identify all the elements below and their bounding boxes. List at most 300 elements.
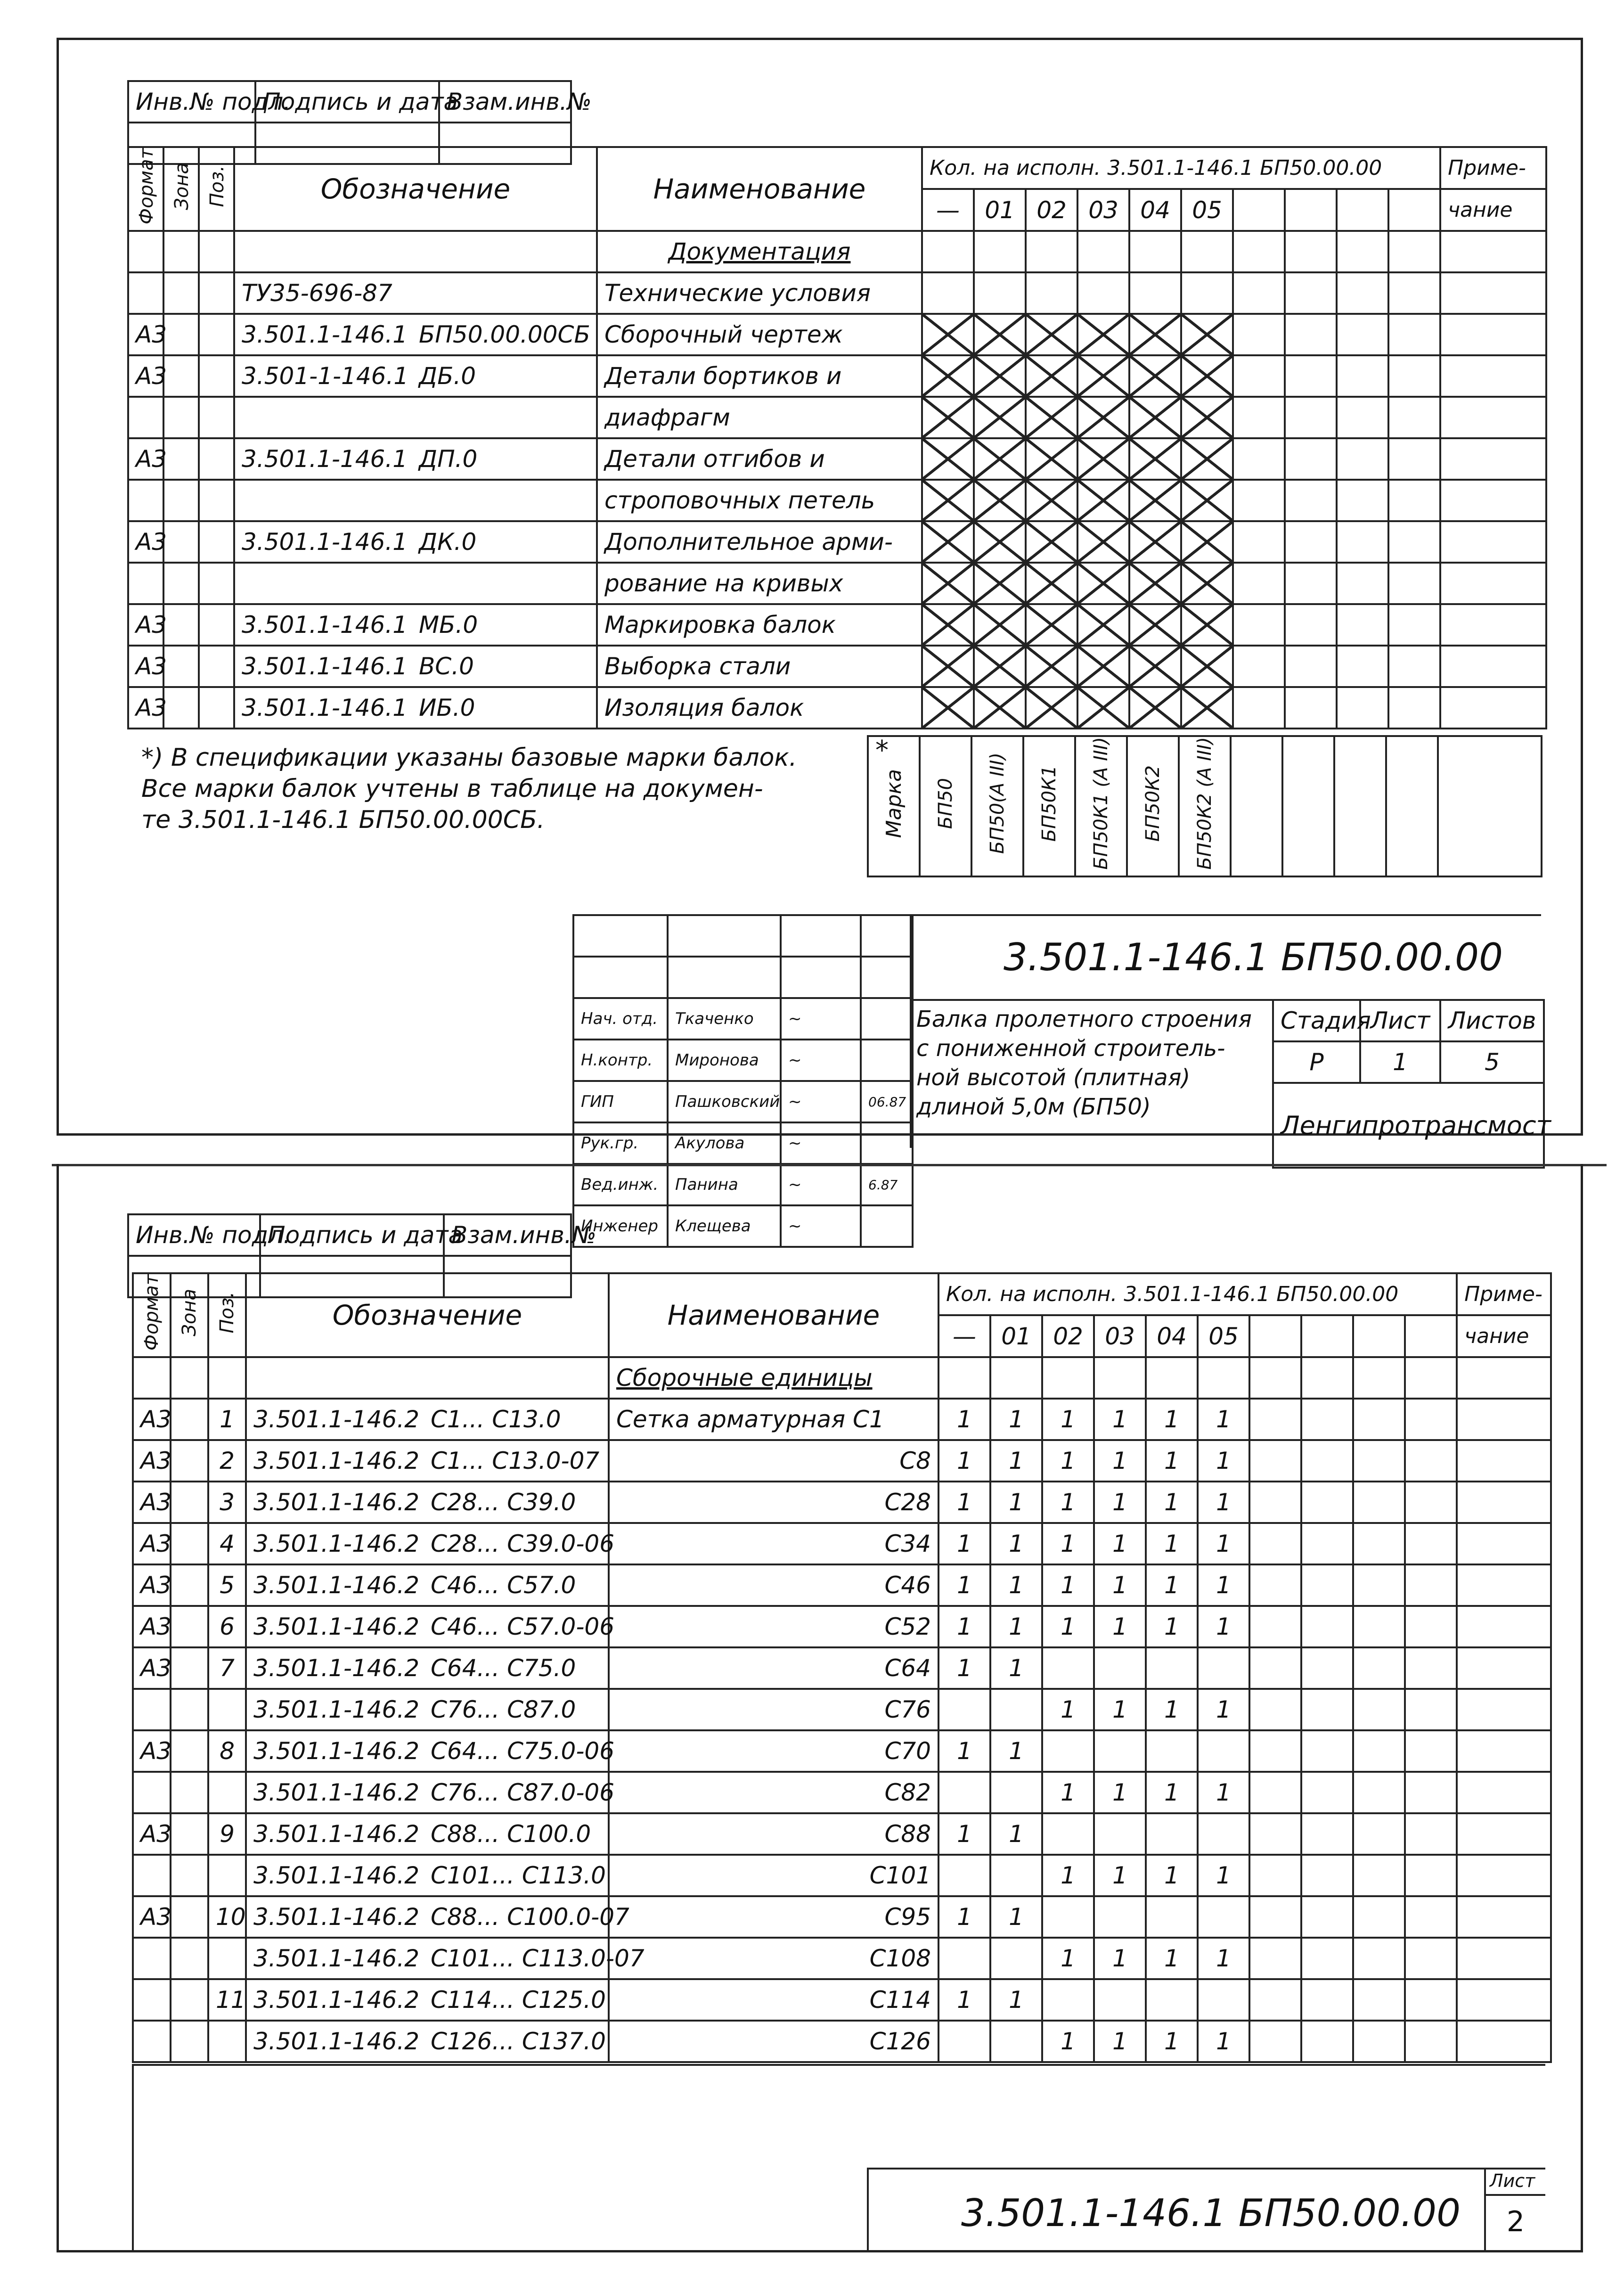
row-oboznachenie <box>246 1896 629 1938</box>
marka-1: БП50(А III) <box>987 753 1008 854</box>
ispoln-0: — <box>922 189 974 231</box>
quantity-cell: 1 <box>1042 2021 1094 2062</box>
quantity-cell <box>1077 272 1129 314</box>
ispoln-3: 03 <box>1077 189 1129 231</box>
row-format: А3 <box>133 1813 171 1855</box>
row-name: строповочных петель <box>597 480 922 521</box>
row-oboz-a: 3.501.1-146.2 <box>253 1654 420 1682</box>
quantity-cell <box>974 646 1026 687</box>
quantity-cell: 1 <box>938 1979 990 2021</box>
quantity-cell <box>1094 1647 1146 1689</box>
row-format <box>133 1979 171 2021</box>
quantity-cell <box>922 438 974 480</box>
quantity-cell: 1 <box>1146 1855 1198 1896</box>
marka-label: Марка <box>881 769 906 838</box>
quantity-cell <box>922 563 974 604</box>
quantity-cell <box>1077 604 1129 646</box>
spec-row <box>128 314 1546 355</box>
spec-row <box>133 1482 1551 1523</box>
row-format: А3 <box>128 604 163 646</box>
ispoln-1: 01 <box>974 189 1026 231</box>
spec-row <box>128 646 1546 687</box>
quantity-cell: 1 <box>938 1399 990 1440</box>
row-format: А3 <box>133 1606 171 1647</box>
row-name: Детали отгибов и <box>597 438 922 480</box>
person-role: Нач. отд. <box>573 998 668 1040</box>
row-oboznachenie <box>234 397 597 438</box>
row-format: А3 <box>128 687 163 729</box>
person-date <box>861 1122 913 1164</box>
row-oboz-a: 3.501.1-146.2 <box>253 1406 420 1433</box>
note-line-2: Все марки балок учтены в таблице на докумен- <box>141 775 763 803</box>
quantity-cell <box>1026 604 1077 646</box>
quantity-cell <box>1198 1813 1249 1855</box>
row-oboz-a: 3.501.1-146.2 <box>253 1862 420 1890</box>
sheet2-rows <box>133 1399 1551 2062</box>
row-oboz-a: 3.501.1-146.1 <box>242 321 408 349</box>
marka-3: БП50К1 (А III) <box>1090 737 1112 870</box>
ispoln-2-1: 01 <box>990 1315 1042 1357</box>
person-role: Вед.инж. <box>573 1164 668 1205</box>
stadia-label: Стадия <box>1273 1000 1360 1041</box>
quantity-cell: 1 <box>1042 1440 1094 1482</box>
row-poz <box>208 1772 246 1813</box>
row-oboznachenie <box>234 563 597 604</box>
row-name: С88 <box>609 1813 938 1855</box>
desc-line-2: с пониженной строитель- <box>916 1035 1225 1062</box>
footer-doc-code: 3.501.1-146.1 БП50.00.00 <box>961 2191 1461 2235</box>
row-oboznachenie <box>246 1399 609 1440</box>
quantity-cell <box>1181 272 1233 314</box>
quantity-cell: 1 <box>1146 1606 1198 1647</box>
row-oboz-a: 3.501.1-146.2 <box>253 1903 420 1931</box>
row-name: С126 <box>609 2021 938 2062</box>
list-label: Лист <box>1360 1000 1440 1041</box>
list-value: 1 <box>1360 1041 1440 1083</box>
row-poz <box>208 1938 246 1979</box>
row-poz: 4 <box>208 1523 246 1564</box>
row-oboz-b: С88... С100.0 <box>431 1820 591 1848</box>
row-oboz-a: 3.501.1-146.2 <box>253 1820 420 1848</box>
row-oboz-b: С76... С87.0-06 <box>431 1779 615 1807</box>
quantity-cell: 1 <box>990 1482 1042 1523</box>
quantity-cell <box>922 646 974 687</box>
row-oboznachenie <box>234 438 597 480</box>
quantity-cell: 1 <box>1198 1855 1249 1896</box>
row-oboz-a: 3.501.1-146.2 <box>253 1986 420 2014</box>
header-poz-2: Поз. <box>216 1291 238 1334</box>
row-format <box>128 272 163 314</box>
row-oboz-b: С64... С75.0 <box>431 1654 576 1682</box>
quantity-cell <box>1077 480 1129 521</box>
row-oboz-a: 3.501.1-146.2 <box>253 1530 420 1558</box>
quantity-cell <box>1094 1730 1146 1772</box>
header-format: Формат <box>136 148 157 225</box>
quantity-cell <box>1026 687 1077 729</box>
row-oboz-b: С126... С137.0 <box>431 2028 606 2055</box>
row-poz: 8 <box>208 1730 246 1772</box>
spec-row <box>128 480 1546 521</box>
quantity-cell <box>1129 521 1181 563</box>
row-oboz-a: 3.501.1-146.1 <box>242 694 408 722</box>
row-format <box>128 397 163 438</box>
row-name: рование на кривых <box>597 563 922 604</box>
person-name: Миронова <box>668 1040 781 1081</box>
row-poz: 2 <box>208 1440 246 1482</box>
row-oboz-b: С76... С87.0 <box>431 1696 576 1724</box>
quantity-cell: 1 <box>938 1523 990 1564</box>
row-poz: 9 <box>208 1813 246 1855</box>
quantity-cell: 1 <box>1146 1399 1198 1440</box>
row-oboz-b: С101... С113.0-07 <box>431 1945 645 1973</box>
quantity-cell: 1 <box>938 1482 990 1523</box>
person-name: Ткаченко <box>668 998 781 1040</box>
spec-row <box>133 1979 1551 2021</box>
spec-row <box>133 1647 1551 1689</box>
quantity-cell: 1 <box>1094 1855 1146 1896</box>
row-oboznachenie <box>234 355 597 397</box>
row-format: А3 <box>133 1647 171 1689</box>
row-oboznachenie <box>246 2021 609 2062</box>
row-oboz-b: БП50.00.00СБ <box>419 321 590 349</box>
quantity-cell <box>922 604 974 646</box>
person-name: Пашковский <box>668 1081 781 1122</box>
person-date: 06.87 <box>861 1081 913 1122</box>
spec-row <box>128 563 1546 604</box>
quantity-cell <box>1129 438 1181 480</box>
row-oboz-b: ДБ.0 <box>419 362 476 390</box>
row-format: А3 <box>128 521 163 563</box>
quantity-cell: 1 <box>938 1813 990 1855</box>
spec-row <box>133 1399 1551 1440</box>
quantity-cell <box>974 563 1026 604</box>
quantity-cell <box>1129 314 1181 355</box>
title-block-description <box>916 1005 1252 1122</box>
row-oboz-a: 3.501.1-146.1 <box>242 611 408 639</box>
row-format <box>133 2021 171 2062</box>
ispoln-2-3: 03 <box>1094 1315 1146 1357</box>
row-oboz-b: ДК.0 <box>419 528 477 556</box>
quantity-cell: 1 <box>1042 1399 1094 1440</box>
quantity-cell <box>990 1689 1042 1730</box>
quantity-cell: 1 <box>1198 1440 1249 1482</box>
footer-list-label: Лист <box>1486 2168 1545 2196</box>
row-name: С101 <box>609 1855 938 1896</box>
row-oboznachenie <box>246 1647 609 1689</box>
quantity-cell <box>1181 687 1233 729</box>
inv-podl-label: Инв.№ подл. <box>128 81 255 123</box>
row-oboznachenie <box>246 1482 609 1523</box>
spec-row <box>133 1689 1551 1730</box>
spec-row <box>128 604 1546 646</box>
quantity-cell <box>1181 438 1233 480</box>
quantity-cell <box>938 2021 990 2062</box>
spec-row <box>133 1896 1551 1938</box>
quantity-cell <box>1129 480 1181 521</box>
row-name: С46 <box>609 1564 938 1606</box>
row-oboz-a: 3.501-1-146.1 <box>242 362 409 390</box>
quantity-cell <box>1129 563 1181 604</box>
header-kol-title-2: Кол. на исполн. 3.501.1-146.1 БП50.00.00 <box>938 1273 1457 1315</box>
row-format: А3 <box>133 1896 171 1938</box>
quantity-cell: 1 <box>990 1440 1042 1482</box>
podpis-data-label: Подпись и дата <box>255 81 439 123</box>
quantity-cell: 1 <box>1146 2021 1198 2062</box>
row-format <box>133 1772 171 1813</box>
row-oboznachenie <box>234 480 597 521</box>
quantity-cell <box>974 355 1026 397</box>
row-oboznachenie <box>234 521 597 563</box>
person-role: Н.контр. <box>573 1040 668 1081</box>
quantity-cell: 1 <box>1198 1938 1249 1979</box>
quantity-cell <box>1026 355 1077 397</box>
row-oboz-b: МБ.0 <box>419 611 478 639</box>
quantity-cell: 1 <box>1146 1689 1198 1730</box>
person-name: Клещева <box>668 1205 781 1247</box>
quantity-cell <box>974 480 1026 521</box>
quantity-cell <box>1077 397 1129 438</box>
signature-row <box>573 1122 913 1164</box>
row-name: С8 <box>609 1440 938 1482</box>
footer-list-number: 2 <box>1506 2205 1525 2238</box>
quantity-cell: 1 <box>1198 1689 1249 1730</box>
quantity-cell <box>1146 1896 1198 1938</box>
quantity-cell <box>990 2021 1042 2062</box>
spec-row <box>128 521 1546 563</box>
quantity-cell: 1 <box>990 1647 1042 1689</box>
marka-4: БП50К2 <box>1142 765 1164 842</box>
quantity-cell <box>1042 1647 1094 1689</box>
row-poz: 10 <box>208 1896 246 1938</box>
quantity-cell: 1 <box>1198 2021 1249 2062</box>
row-oboznachenie <box>246 1813 609 1855</box>
quantity-cell: 1 <box>990 1979 1042 2021</box>
quantity-cell <box>1077 355 1129 397</box>
ispoln-4: 04 <box>1129 189 1181 231</box>
quantity-cell <box>1146 1979 1198 2021</box>
quantity-cell <box>1026 563 1077 604</box>
row-oboz-b: ДП.0 <box>419 445 478 473</box>
row-name: Маркировка балок <box>597 604 922 646</box>
quantity-cell <box>1042 1813 1094 1855</box>
row-name: Дополнительное арми- <box>597 521 922 563</box>
quantity-cell <box>938 1938 990 1979</box>
person-signature: ~ <box>781 1040 861 1081</box>
row-format: А3 <box>133 1399 171 1440</box>
quantity-cell <box>974 314 1026 355</box>
row-oboznachenie <box>234 272 597 314</box>
quantity-cell <box>1146 1813 1198 1855</box>
header-format-2: Формат <box>141 1274 163 1351</box>
row-poz <box>208 1689 246 1730</box>
quantity-cell: 1 <box>1198 1564 1249 1606</box>
row-name: С76 <box>609 1689 938 1730</box>
quantity-cell: 1 <box>990 1523 1042 1564</box>
quantity-cell: 1 <box>1198 1399 1249 1440</box>
row-oboz-b: С28... С39.0 <box>431 1489 576 1516</box>
quantity-cell <box>1026 314 1077 355</box>
quantity-cell: 1 <box>1094 1482 1146 1523</box>
person-date <box>861 1040 913 1081</box>
marka-table <box>867 735 1542 877</box>
row-oboz-a: ТУ35-696-87 <box>242 279 392 307</box>
stadia-table <box>1272 999 1551 1169</box>
quantity-cell <box>1129 604 1181 646</box>
row-poz: 6 <box>208 1606 246 1647</box>
person-role: Инженер <box>573 1205 668 1247</box>
sheet2-spec-table <box>132 1272 1552 2063</box>
quantity-cell <box>1077 687 1129 729</box>
row-oboz-b: С46... С57.0 <box>431 1572 576 1599</box>
quantity-cell: 1 <box>1042 1482 1094 1523</box>
quantity-cell: 1 <box>1094 1689 1146 1730</box>
row-oboz-a: 3.501.1-146.1 <box>242 653 408 680</box>
quantity-cell <box>990 1772 1042 1813</box>
row-oboznachenie <box>246 1606 615 1647</box>
row-poz <box>208 2021 246 2062</box>
row-oboznachenie <box>246 1938 645 1979</box>
row-poz <box>208 1855 246 1896</box>
row-oboz-a: 3.501.1-146.2 <box>253 1489 420 1516</box>
row-name: С64 <box>609 1647 938 1689</box>
row-format <box>133 1938 171 1979</box>
row-poz: 1 <box>208 1399 246 1440</box>
quantity-cell <box>1129 355 1181 397</box>
person-signature: ~ <box>781 1081 861 1122</box>
marka-5: БП50К2 (А III) <box>1194 737 1216 870</box>
header-kol-title: Кол. на исполн. 3.501.1-146.1 БП50.00.00 <box>922 147 1440 189</box>
header-naimenovanie: Наименование <box>597 147 922 231</box>
quantity-cell <box>1181 480 1233 521</box>
row-oboz-a: 3.501.1-146.1 <box>242 445 408 473</box>
quantity-cell: 1 <box>938 1606 990 1647</box>
quantity-cell: 1 <box>1198 1606 1249 1647</box>
quantity-cell <box>1094 1979 1146 2021</box>
person-role: ГИП <box>573 1081 668 1122</box>
row-oboz-b: С1... С13.0-07 <box>431 1447 600 1475</box>
quantity-cell <box>1094 1813 1146 1855</box>
row-poz: 7 <box>208 1647 246 1689</box>
quantity-cell: 1 <box>1146 1523 1198 1564</box>
row-name: Выборка стали <box>597 646 922 687</box>
listov-value: 5 <box>1440 1041 1544 1083</box>
quantity-cell <box>1181 397 1233 438</box>
quantity-cell <box>974 521 1026 563</box>
person-name: Панина <box>668 1164 781 1205</box>
row-name: С95 <box>609 1896 938 1938</box>
quantity-cell: 1 <box>1094 1938 1146 1979</box>
row-name: С82 <box>609 1772 938 1813</box>
row-format <box>128 480 163 521</box>
quantity-cell <box>922 272 974 314</box>
row-oboz-a: 3.501.1-146.2 <box>253 1572 420 1599</box>
row-oboznachenie <box>246 1772 615 1813</box>
quantity-cell: 1 <box>1146 1440 1198 1482</box>
header-primechanie-2-2: чание <box>1457 1315 1551 1357</box>
podpis-data-label-2: Подпись и дата <box>260 1214 444 1256</box>
quantity-cell: 1 <box>1094 1606 1146 1647</box>
quantity-cell <box>1026 646 1077 687</box>
row-name: С114 <box>609 1979 938 2021</box>
quantity-cell: 1 <box>990 1399 1042 1440</box>
stadia-value: Р <box>1273 1041 1360 1083</box>
quantity-cell <box>922 687 974 729</box>
sheet1-rows <box>128 272 1546 729</box>
header-zona: Зона <box>171 162 193 210</box>
quantity-cell <box>1026 480 1077 521</box>
row-name: С52 <box>609 1606 938 1647</box>
row-name: С28 <box>609 1482 938 1523</box>
person-date <box>861 998 913 1040</box>
spec-row <box>133 1813 1551 1855</box>
quantity-cell <box>1026 272 1077 314</box>
spec-row <box>128 438 1546 480</box>
quantity-cell <box>1181 314 1233 355</box>
listov-label: Листов <box>1440 1000 1544 1041</box>
quantity-cell: 1 <box>938 1440 990 1482</box>
row-format <box>128 563 163 604</box>
row-oboz-b: ВС.0 <box>419 653 474 680</box>
quantity-cell: 1 <box>1146 1772 1198 1813</box>
quantity-cell <box>1077 314 1129 355</box>
row-oboznachenie <box>246 1855 609 1896</box>
person-signature: ~ <box>781 1205 861 1247</box>
sheet1-spec-table <box>127 146 1547 729</box>
quantity-cell <box>1077 563 1129 604</box>
header-oboznachenie: Обозначение <box>234 147 597 231</box>
row-oboz-b: С64... С75.0-06 <box>431 1737 615 1765</box>
quantity-cell: 1 <box>990 1730 1042 1772</box>
ispoln-2: 02 <box>1026 189 1077 231</box>
quantity-cell <box>1129 272 1181 314</box>
spec-row <box>133 1606 1551 1647</box>
quantity-cell: 1 <box>1094 1399 1146 1440</box>
ispoln-2-0: — <box>938 1315 990 1357</box>
quantity-cell: 1 <box>1094 2021 1146 2062</box>
quantity-cell <box>974 397 1026 438</box>
row-oboz-b: С28... С39.0-06 <box>431 1530 615 1558</box>
quantity-cell <box>938 1689 990 1730</box>
quantity-cell: 1 <box>1094 1564 1146 1606</box>
quantity-cell <box>974 604 1026 646</box>
quantity-cell <box>1077 646 1129 687</box>
row-format: А3 <box>128 355 163 397</box>
row-name: Сетка арматурная С1 <box>609 1399 938 1440</box>
row-format <box>133 1855 171 1896</box>
row-oboznachenie <box>246 1730 615 1772</box>
row-format: А3 <box>128 438 163 480</box>
quantity-cell <box>1077 438 1129 480</box>
quantity-cell: 1 <box>1146 1564 1198 1606</box>
quantity-cell <box>938 1855 990 1896</box>
spec-row <box>133 1855 1551 1896</box>
row-format: А3 <box>133 1523 171 1564</box>
marka-star: * <box>875 735 889 766</box>
row-poz: 11 <box>208 1979 246 2021</box>
quantity-cell <box>1042 1730 1094 1772</box>
row-format: А3 <box>128 314 163 355</box>
header-zona-2: Зона <box>179 1288 200 1336</box>
spec-row <box>133 1523 1551 1564</box>
quantity-cell: 1 <box>1042 1689 1094 1730</box>
quantity-cell <box>1198 1979 1249 2021</box>
inv-podl-label-2: Инв.№ подл. <box>128 1214 260 1256</box>
row-oboz-a: 3.501.1-146.2 <box>253 1613 420 1641</box>
row-name: Сборочный чертеж <box>597 314 922 355</box>
note-line-1: *) В спецификации указаны базовые марки балок. <box>141 744 797 772</box>
quantity-cell <box>1129 397 1181 438</box>
row-name: С108 <box>609 1938 938 1979</box>
